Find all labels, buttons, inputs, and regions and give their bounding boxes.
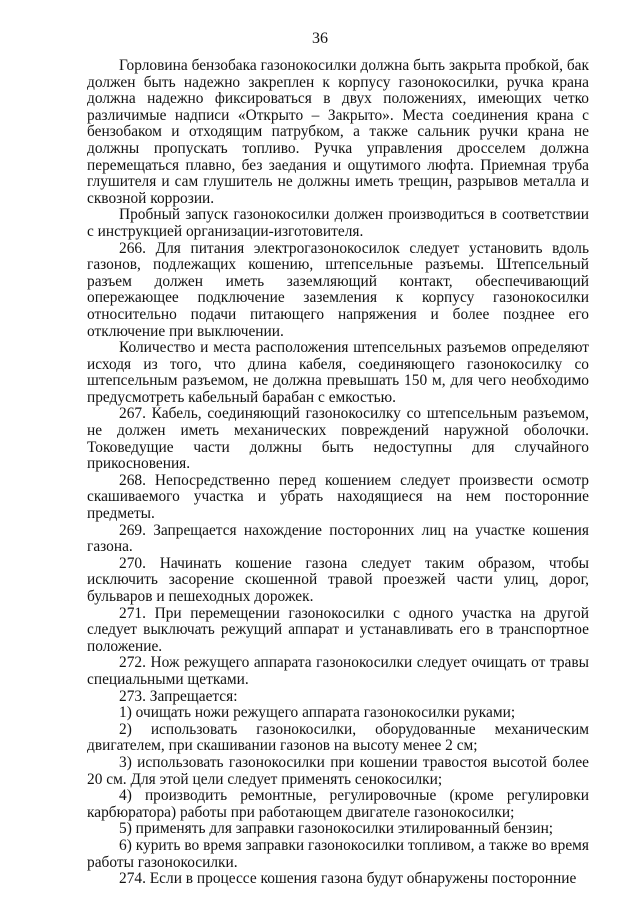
paragraph-266: 266. Для питания электрогазонокосилок следует установить вдоль газонов, подлежащих кошению, штепсельные разъемы. Штепсельный разъем должен иметь заземляющий контакт, обеспечивающий опережающее подключение заземления к корпусу газонокосилки относительно подачи питающего напряжения и более позднее его отключение при выключении. (87, 239, 589, 340)
paragraph-274: 274. Если в процессе кошения газона будут обнаружены посторонние (119, 870, 577, 888)
paragraph-271: 271. При перемещении газонокосилки с одного участка на другой следует выключать режущий аппарат и устанавливать его в транспортное положение. (87, 604, 589, 655)
list-item-6: 6) курить во время заправки газонокосилки топливом, а также во время работы газонокосилки. (87, 836, 589, 871)
paragraph-272: 272. Нож режущего аппарата газонокосилки следует очищать от травы специальными щетками. (87, 654, 589, 688)
paragraph-273: 273. Запрещается: (119, 687, 238, 705)
page-number: 36 (312, 30, 328, 47)
list-item-5: 5) применять для заправки газонокосилки этилированный бензин; (119, 820, 554, 838)
paragraph-test-start: Пробный запуск газонокосилки должен производиться в соответствии с инструкцией организации-изготовителя. (87, 206, 589, 240)
paragraph-270: 270. Начинать кошение газона следует таким образом, чтобы исключить засорение скошенной травой проезжей части улиц, дорог, бульваров и пешеходных дорожек. (87, 554, 589, 605)
list-item-4: 4) производить ремонтные, регулировочные (кроме регулировки карбюратора) работы при работающем двигателе газонокосилки; (87, 787, 589, 821)
paragraph-sockets: Количество и места расположения штепсельных разъемов определяют исходя из того, что длина кабеля, соединяющего газонокосилку со штепсельным разъемом, не должна превышать 150 м, для чего необходимо предусмотреть кабельный барабан с емкостью. (87, 339, 589, 406)
list-item-1: 1) очищать ножи режущего аппарата газонокосилки руками; (119, 704, 516, 722)
list-item-2: 2) использовать газонокосилки, оборудованные механическим двигателем, при скашивании газонов на высоту менее 2 см; (87, 720, 589, 755)
paragraph-267: 267. Кабель, соединяющий газонокосилку со штепсельным разъемом, не должен иметь механических повреждений наружной оболочки. Токоведущие части должны быть недоступны для случайного прикосновения. (87, 405, 589, 473)
paragraph-269: 269. Запрещается нахождение посторонних лиц на участке кошения газона. (87, 521, 589, 556)
paragraph-fuel-tank: Горловина бензобака газонокосилки должна быть закрыта пробкой, бак должен быть надежно закреплен к корпусу газонокосилки, ручка крана должна надежно фиксироваться в двух положениях, имеющих четко различимые надписи «Открыто – Закрыто». Места соединения крана с бензобаком и отходящим патрубком, а также сальник ручки крана не должны пропускать топливо. Ручка управления дросселем должна перемещаться плавно, без заедания и ощутимого люфта. Приемная труба глушителя и сам глушитель не должны иметь трещин, разрывов металла и сквозной коррозии. (87, 57, 589, 207)
paragraph-268: 268. Непосредственно перед кошением следует произвести осмотр скашиваемого участка и убрать находящиеся на нем посторонние предметы. (87, 471, 589, 523)
list-item-3: 3) использовать газонокосилки при кошении травостоя высотой более 20 см. Для этой цели следует применять сенокосилки; (87, 753, 589, 788)
document-body (87, 58, 589, 888)
